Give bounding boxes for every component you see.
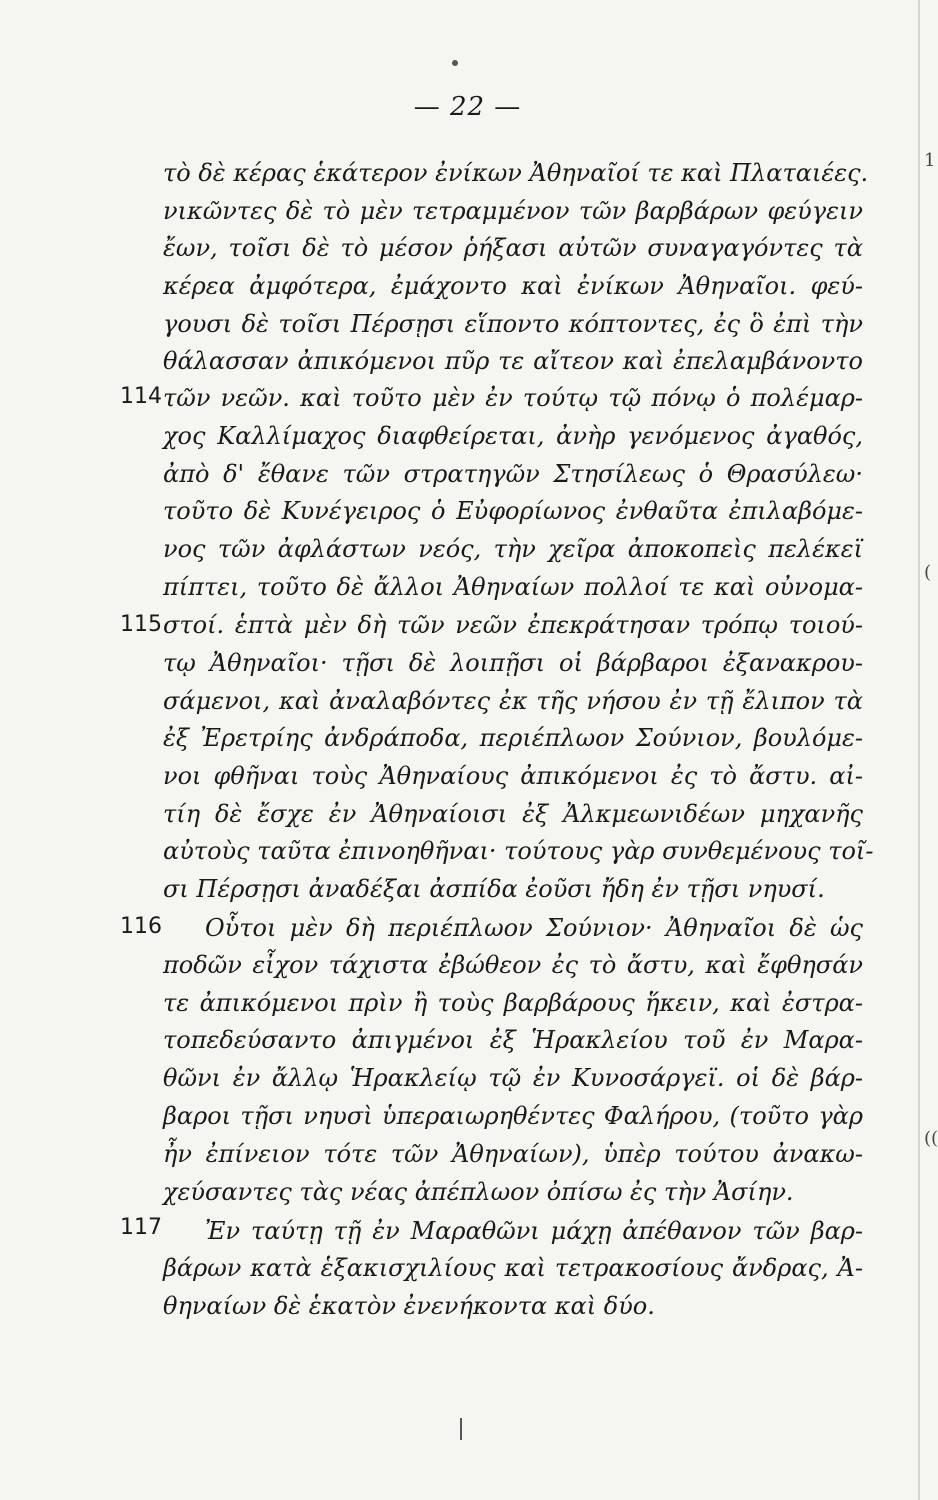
text-line: χος Καλλίμαχος διαφθείρεται, ἀνὴρ γενόμενος ἀγαθός, [163, 422, 863, 450]
text-line: τῳ Ἀθηναῖοι· τῇσι δὲ λοιπῇσι οἱ βάρβαροι ἐξανακρου- [163, 649, 863, 677]
text-line: ποδῶν εἶχον τάχιστα ἐβώθεον ἐς τὸ ἄστυ, καὶ ἔφθησάν [163, 951, 863, 979]
text-line: σι Πέρσῃσι ἀναδέξαι ἀσπίδα ἐοῦσι ἤδη ἐν τῇσι νηυσί. [163, 875, 825, 903]
text-line: τοπεδεύσαντο ἀπιγμένοι ἐξ Ἡρακλείου τοῦ ἐν Μαρα- [163, 1026, 863, 1054]
edge-mark: 1 [924, 150, 936, 171]
margin-number-115: 115 [120, 612, 162, 637]
top-dot [452, 60, 458, 66]
text-line: θηναίων δὲ ἑκατὸν ἐνενήκοντα καὶ δύο. [163, 1292, 655, 1320]
text-line: αὐτοὺς ταῦτα ἐπινοηθῆναι· τούτους γὰρ συνθεμένους τοῖ- [163, 837, 874, 865]
text-line: ἔων, τοῖσι δὲ τὸ μέσον ῥήξασι αὐτῶν συναγαγόντες τὰ [163, 234, 863, 262]
text-line: νικῶντες δὲ τὸ μὲν τετραμμένον τῶν βαρβάρων φεύγειν [163, 197, 863, 225]
margin-number-116: 116 [120, 914, 162, 939]
text-line: θάλασσαν ἀπικόμενοι πῦρ τε αἴτεον καὶ ἐπελαμβάνοντο [163, 347, 863, 375]
text-line: πίπτει, τοῦτο δὲ ἄλλοι Ἀθηναίων πολλοί τε καὶ οὐνομα- [163, 573, 863, 601]
edge-mark: ( [924, 562, 932, 583]
text-line: χεύσαντες τὰς νέας ἀπέπλωον ὀπίσω ἐς τὴν Ἀσίην. [163, 1178, 794, 1206]
text-line: νοι φθῆναι τοὺς Ἀθηναίους ἀπικόμενοι ἐς τὸ ἄστυ. αἰ- [163, 762, 863, 790]
text-line: τε ἀπικόμενοι πρὶν ἢ τοὺς βαρβάρους ἥκειν, καὶ ἐστρα- [163, 989, 863, 1017]
text-line: τίη δὲ ἔσχε ἐν Ἀθηναίοισι ἐξ Ἀλκμεωνιδέων μηχανῆς [163, 800, 863, 828]
text-line: τοῦτο δὲ Κυνέγειρος ὁ Εὐφορίωνος ἐνθαῦτα ἐπιλαβόμε- [163, 497, 863, 525]
edge-mark: (( [924, 1128, 938, 1149]
text-line: ἐξ Ἐρετρίης ἀνδράποδα, περιέπλωον Σούνιον, βουλόμε- [163, 724, 863, 752]
page-number: — 22 — [413, 92, 522, 122]
margin-number-117: 117 [120, 1215, 162, 1240]
gutter-line [918, 0, 920, 1500]
text-line: Ἐν ταύτῃ τῇ ἐν Μαραθῶνι μάχῃ ἀπέθανον τῶν βαρ- [205, 1217, 863, 1245]
text-line: ἀπὸ δ' ἔθανε τῶν στρατηγῶν Στησίλεως ὁ Θρασύλεω· [163, 460, 863, 488]
text-line: νος τῶν ἀφλάστων νεός, τὴν χεῖρα ἀποκοπεὶς πελέκεϊ [163, 535, 863, 563]
text-line: τῶν νεῶν. καὶ τοῦτο μὲν ἐν τούτῳ τῷ πόνῳ ὁ πολέμαρ- [163, 384, 863, 412]
text-line: θῶνι ἐν ἄλλῳ Ἡρακλείῳ τῷ ἐν Κυνοσάργεϊ. οἱ δὲ βάρ- [163, 1064, 863, 1092]
text-line: τὸ δὲ κέρας ἑκάτερον ἐνίκων Ἀθηναῖοί τε καὶ Πλαταιέες. [163, 159, 869, 187]
text-line: στοί. ἑπτὰ μὲν δὴ τῶν νεῶν ἐπεκράτησαν τρόπῳ τοιού- [163, 611, 863, 639]
text-line: ἦν ἐπίνειον τότε τῶν Ἀθηναίων), ὑπὲρ τούτου ἀνακω- [163, 1140, 863, 1168]
text-line: βάρων κατὰ ἑξακισχιλίους καὶ τετρακοσίους ἄνδρας, Ἀ- [163, 1254, 863, 1282]
text-line: γουσι δὲ τοῖσι Πέρσῃσι εἵποντο κόπτοντες, ἐς ὃ ἐπὶ τὴν [163, 310, 863, 338]
text-line: βαροι τῇσι νηυσὶ ὑπεραιωρηθέντες Φαλήρου, (τοῦτο γὰρ [163, 1102, 863, 1130]
bottom-mark [460, 1418, 462, 1440]
margin-number-114: 114 [120, 384, 162, 409]
text-line: Οὗτοι μὲν δὴ περιέπλωον Σούνιον· Ἀθηναῖοι δὲ ὡς [205, 914, 863, 942]
text-line: κέρεα ἀμφότερα, ἐμάχοντο καὶ ἐνίκων Ἀθηναῖοι. φεύ- [163, 272, 863, 300]
text-line: σάμενοι, καὶ ἀναλαβόντες ἐκ τῆς νήσου ἐν τῇ ἔλιπον τὰ [163, 687, 863, 715]
